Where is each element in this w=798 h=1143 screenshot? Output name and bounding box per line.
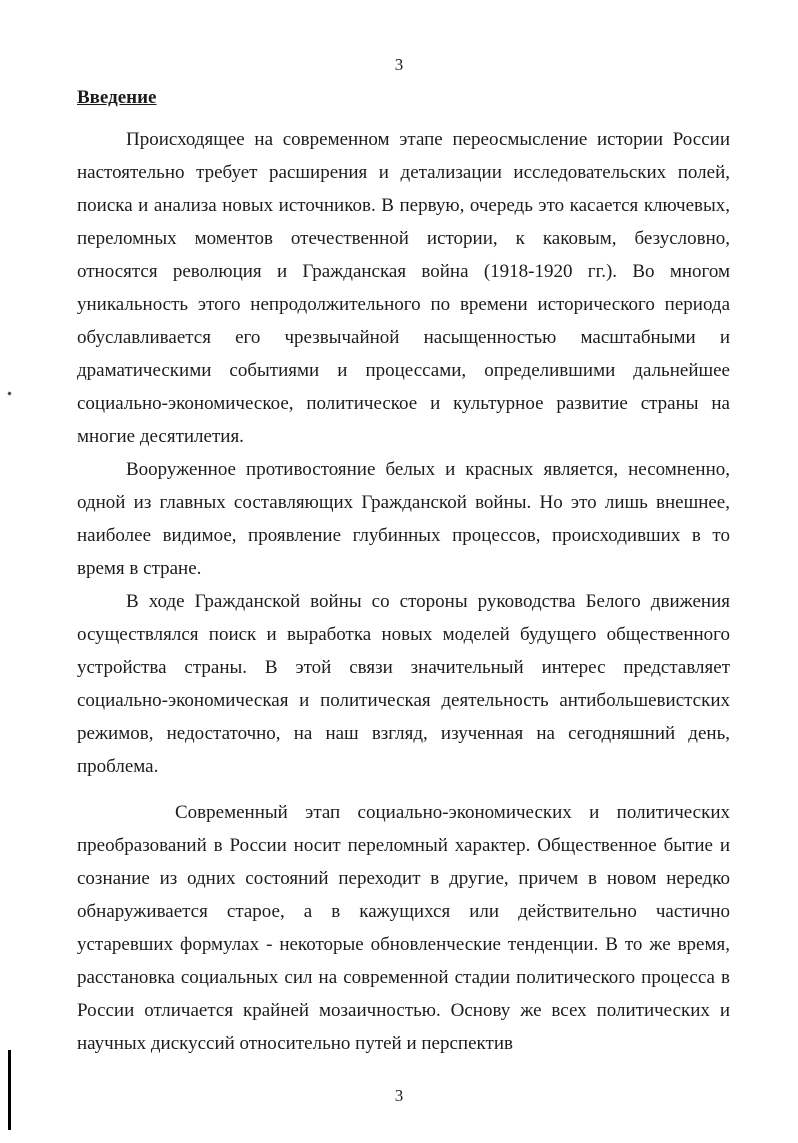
page-number-bottom: 3 (394, 1086, 404, 1105)
scan-artifact-mark (7, 391, 11, 395)
paragraph-3: В ходе Гражданской войны со стороны руководства Белого движения осуществлялся поиск и выработка новых моделей будущего общественного устройства страны. В этой связи значительный интерес представляет социально-экономическая и политическая деятельность антибольшевистских режимов, недостаточно, на наш взгляд, изученная на сегодняшний день, проблема. (77, 591, 730, 777)
paragraph-4: Современный этап социально-экономических и политических преобразований в России носит переломный характер. Общественное бытие и сознание из одних состояний переходит в другие, причем в новом нередко обнаруживается старое, а в кажущихся или действительно частично устаревших формулах - некоторые обновленческие тенденции. В то же время, расстановка социальных сил на современной стадии политического процесса в России отличается крайней мозаичностью. Основу же всех политических и научных дискуссий относительно путей и перспектив (77, 802, 730, 1054)
document-body (77, 123, 730, 1060)
paragraph-2: Вооруженное противостояние белых и красных является, несомненно, одной из главных составляющих Гражданской войны. Но это лишь внешнее, наиболее видимое, проявление глубинных процессов, происходивших в то время в стране. (77, 459, 730, 579)
section-heading: Введение (77, 87, 157, 108)
scan-edge-bar (8, 1050, 11, 1130)
paragraph-1: Происходящее на современном этапе переосмысление истории России настоятельно требует расширения и детализации исследовательских полей, поиска и анализа новых источников. В первую, очередь это касается ключевых, переломных моментов отечественной истории, к каковым, безусловно, относятся революция и Гражданская война (1918-1920 гг.). Во многом уникальность этого непродолжительного по времени исторического периода обуславливается его чрезвычайной насыщенностью масштабными и драматическими событиями и процессами, определившими дальнейшее социально-экономическое, политическое и культурное развитие страны на многие десятилетия. (77, 129, 730, 447)
page-number-top: 3 (394, 55, 404, 74)
